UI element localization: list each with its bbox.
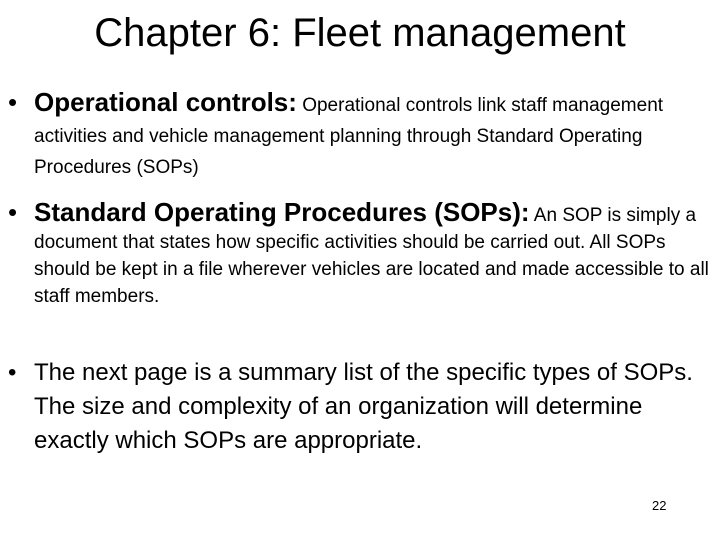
bullet-text: An SOP is simply a document that states how specific activities should be carried out. All SOPs should be kept in a file wherever vehicles are located and made accessible to all staff members.: [34, 205, 709, 307]
bullet-text: The next page is a summary list of the specific types of SOPs. The size and complexity of an organization will determine exactly which SOPs are appropriate.: [34, 359, 693, 454]
bullet-operational-controls: [8, 86, 714, 183]
bullet-marker: •: [8, 197, 18, 227]
slide-title: Chapter 6: Fleet management: [94, 11, 626, 55]
bullet-lead: Standard Operating Procedures (SOPs):: [34, 197, 530, 227]
bullet-sops: [8, 196, 714, 310]
bullet-text: Operational controls link staff management activities and vehicle management planning through Standard Operating Procedures (SOPs): [34, 95, 664, 178]
bullet-marker: •: [8, 87, 18, 117]
bullet-lead: Operational controls:: [34, 87, 297, 117]
bullet-marker: •: [8, 359, 17, 386]
bullet-body: [34, 196, 714, 310]
bullet-body: [34, 86, 714, 183]
bullet-next-page: [8, 356, 714, 458]
page-number: 22: [652, 498, 667, 513]
